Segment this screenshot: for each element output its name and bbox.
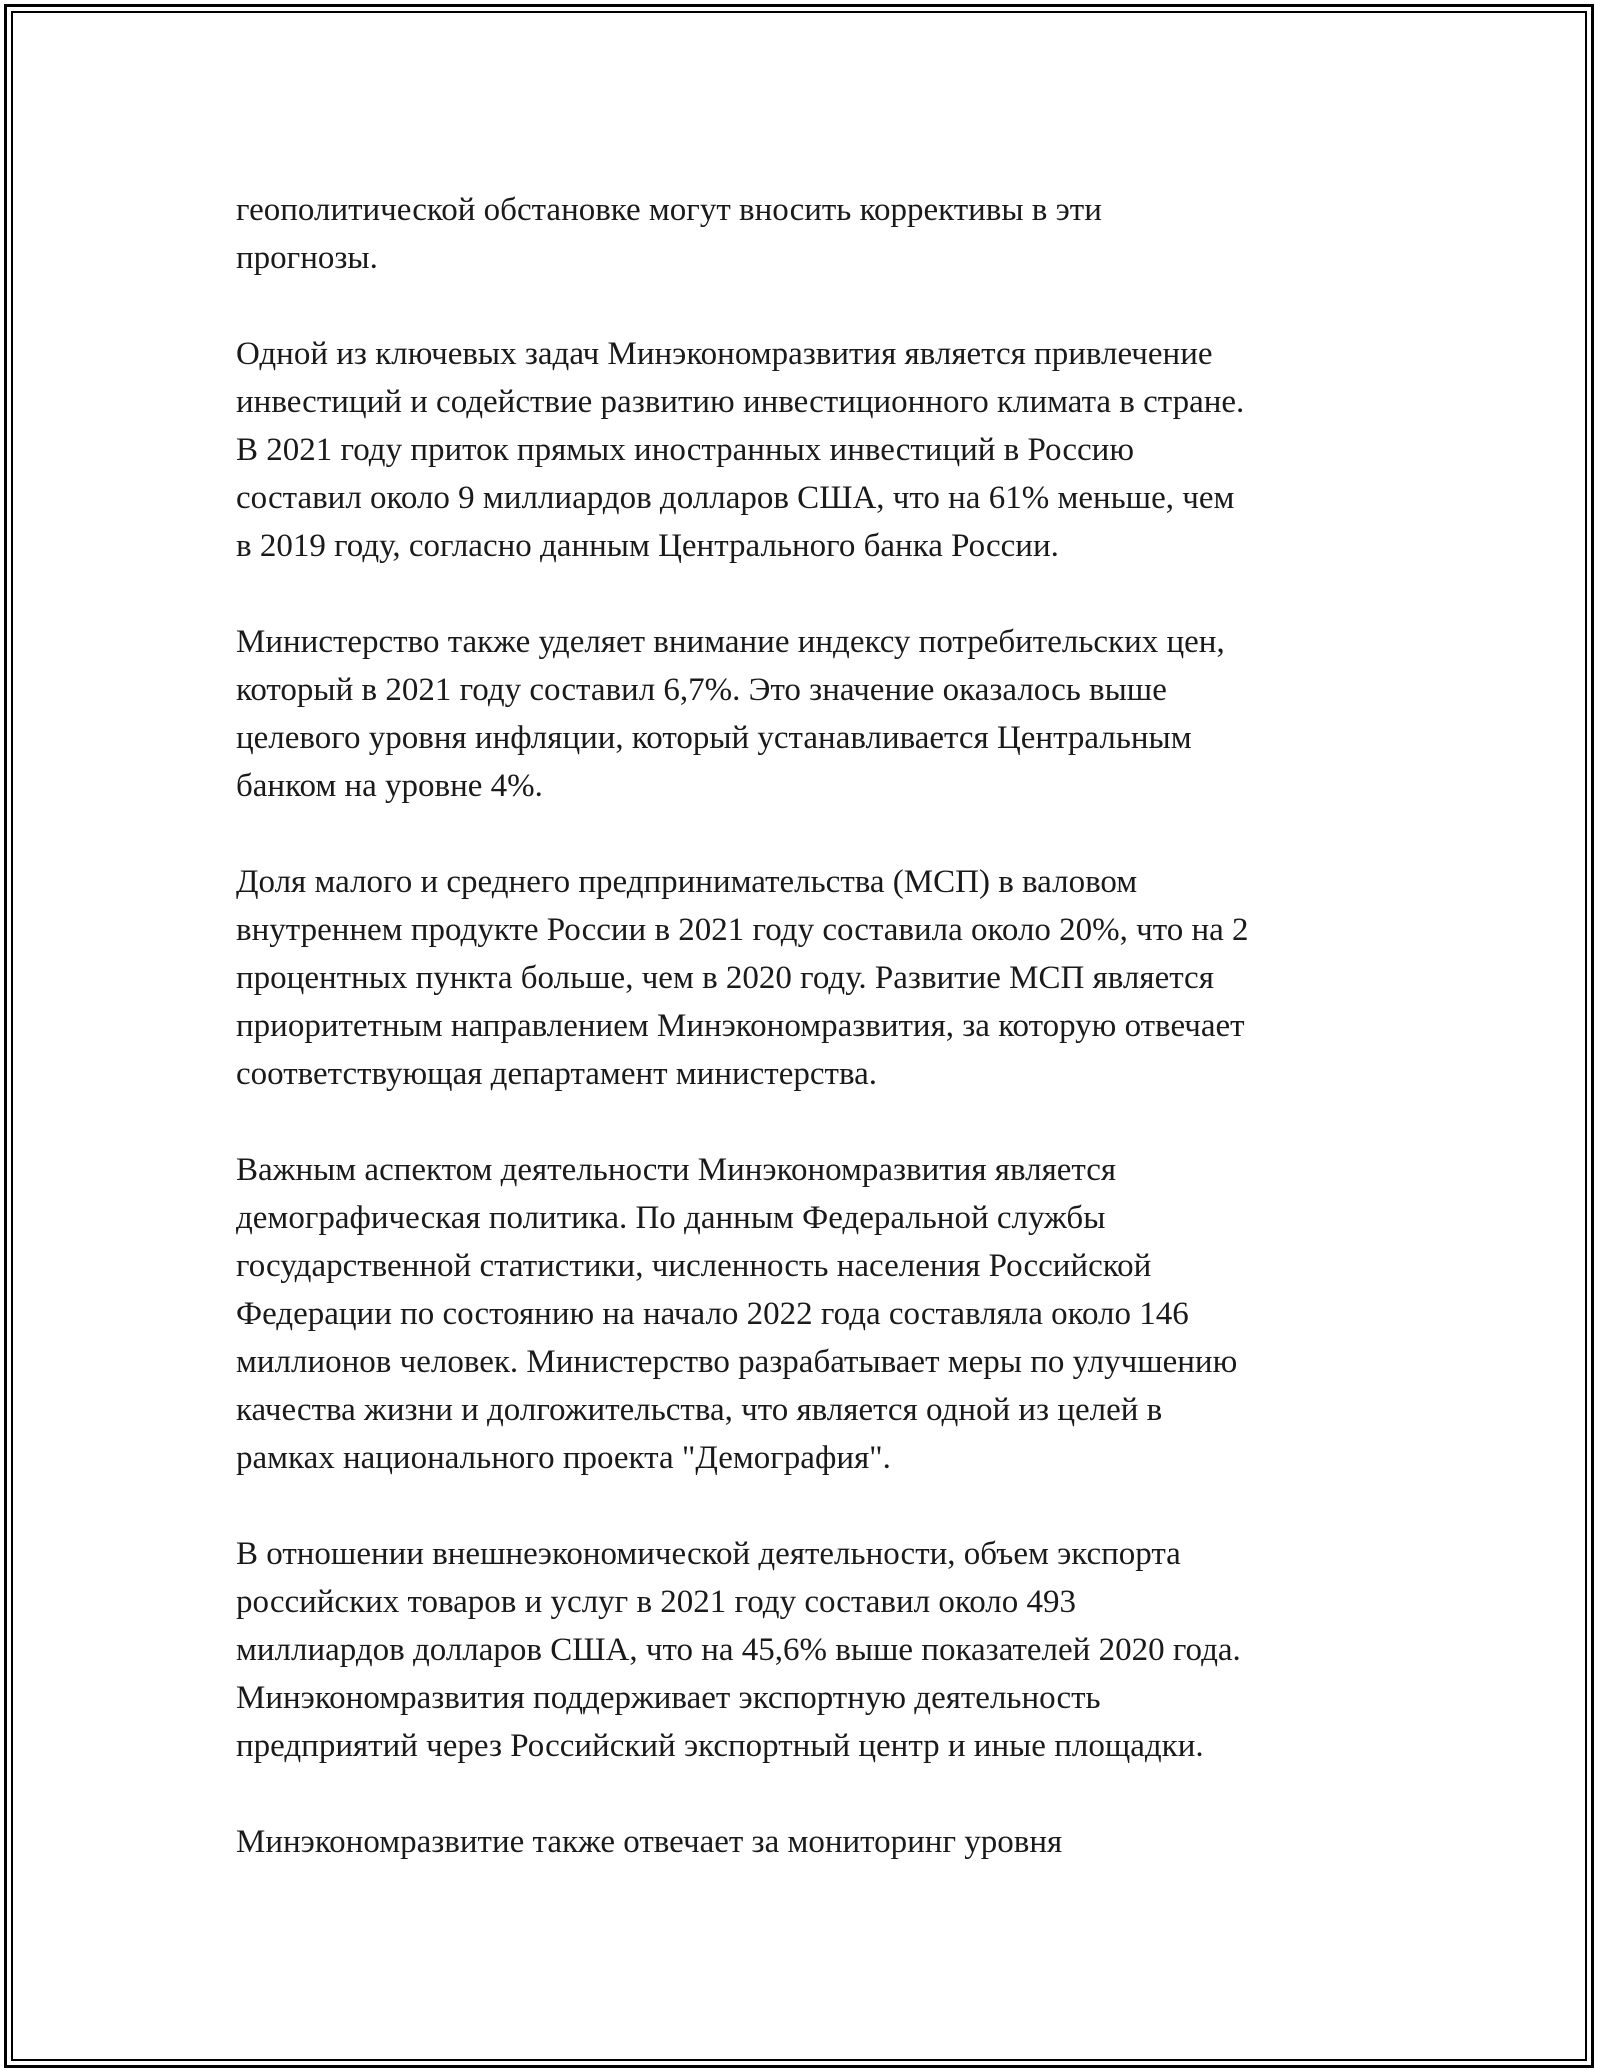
- paragraph-7: Минэкономразвитие также отвечает за мониторинг уровня: [236, 1824, 1063, 1860]
- document-body: [236, 186, 1386, 1866]
- paragraph-4: Доля малого и среднего предпринимательства (МСП) в валовом внутреннем продукте России в 2021 году составила около 20%, что на 2 процентных пункта больше, чем в 2020 году. Развитие МСП является приоритетным направлением Минэкономразвития, за которую отвечает соответствующая департамент министерства.: [236, 864, 1249, 1092]
- paragraph-6: В отношении внешнеэкономической деятельности, объем экспорта российских товаров и услуг в 2021 году составил около 493 миллиардов долларов США, что на 45,6% выше показателей 2020 года. Минэкономразвития поддерживает экспортную деятельность предприятий через Российский экспортный центр и иные площадки.: [236, 1536, 1241, 1764]
- paragraph-3: Министерство также уделяет внимание индексу потребительских цен, который в 2021 году составил 6,7%. Это значение оказалось выше целевого уровня инфляции, который устанавливается Центральным банком на уровне 4%.: [236, 624, 1225, 804]
- paragraph-1: геополитической обстановке могут вносить коррективы в эти прогнозы.: [236, 192, 1102, 276]
- paragraph-5: Важным аспектом деятельности Минэкономразвития является демографическая политика. По данным Федеральной службы государственной статистики, численность населения Российской Федерации по состоянию на начало 2022 года составляла около 146 миллионов человек. Министерство разрабатывает меры по улучшению качества жизни и долгожительства, что является одной из целей в рамках национального проекта "Демография".: [236, 1152, 1238, 1476]
- paragraph-2: Одной из ключевых задач Минэкономразвития является привлечение инвестиций и содействие развитию инвестиционного климата в стране. В 2021 году приток прямых иностранных инвестиций в Россию составил около 9 миллиардов долларов США, что на 61% меньше, чем в 2019 году, согласно данным Центрального банка России.: [236, 336, 1245, 564]
